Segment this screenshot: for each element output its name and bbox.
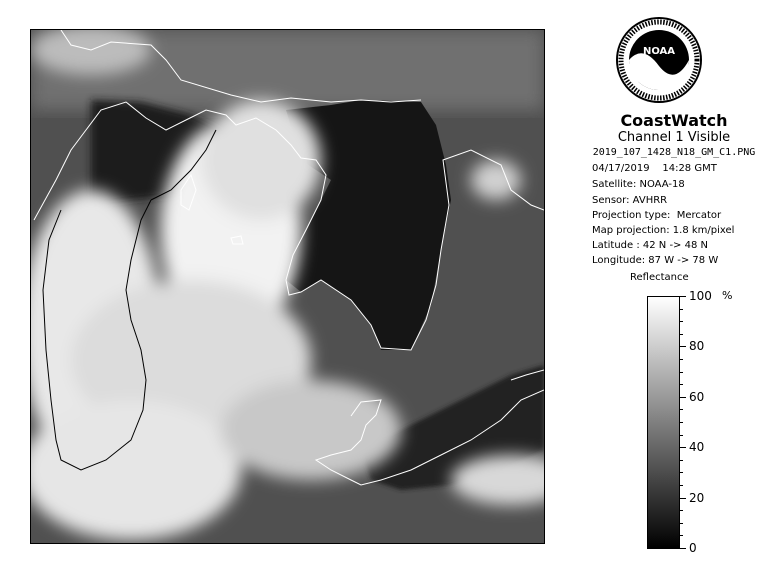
colorbar-tick [680,435,683,436]
projection-type: Projection type: Mercator [592,210,722,221]
colorbar-tick [680,372,683,373]
colorbar-tick [680,523,683,524]
colorbar-tick [680,334,683,335]
colorbar-tick-label: 80 [689,339,705,354]
colorbar [647,296,680,549]
colorbar-tick [680,397,686,398]
colorbar-tick [680,535,683,536]
colorbar-tick-label: 60 [689,389,705,404]
channel-subtitle: Channel 1 Visible [617,130,731,145]
noaa-logo [615,16,703,104]
colorbar-unit: % [722,289,733,302]
colorbar-tick [680,422,683,423]
colorbar-tick [680,447,686,448]
noaa-logo-icon [615,16,703,104]
colorbar-tick [680,485,683,486]
colorbar-tick [680,321,683,322]
colorbar-tick [680,409,683,410]
logo-text: NOAA [642,46,676,57]
colorbar-tick [680,548,686,549]
map-projection: Map projection: 1.8 km/pixel [592,225,735,236]
colorbar-tick [680,384,683,385]
latitude-range: Latitude : 42 N -> 48 N [592,240,708,251]
colorbar-tick-label: 0 [689,541,697,555]
colorbar-tick [680,359,683,360]
colorbar-tick [680,498,686,499]
sensor-info: Sensor: AVHRR [592,195,668,206]
colorbar-tick [680,472,683,473]
product-title: CoastWatch [620,111,728,130]
colorbar-tick [680,510,683,511]
satellite-map-svg [31,30,544,543]
filename: 2019_107_1428_N18_GM_C1.PNG [592,147,756,158]
satellite-info: Satellite: NOAA-18 [592,179,685,190]
colorbar-tick [680,309,683,310]
colorbar-tick-label: 40 [689,440,705,455]
colorbar-label: Reflectance [630,272,689,283]
colorbar-tick [680,346,686,347]
colorbar-tick [680,460,683,461]
colorbar-tick-label: 100 [689,289,712,303]
longitude-range: Longitude: 87 W -> 78 W [592,255,719,266]
satellite-image [30,29,545,544]
datetime: 04/17/2019 14:28 GMT [592,163,717,174]
colorbar-tick-label: 20 [689,490,705,505]
colorbar-tick [680,296,686,297]
